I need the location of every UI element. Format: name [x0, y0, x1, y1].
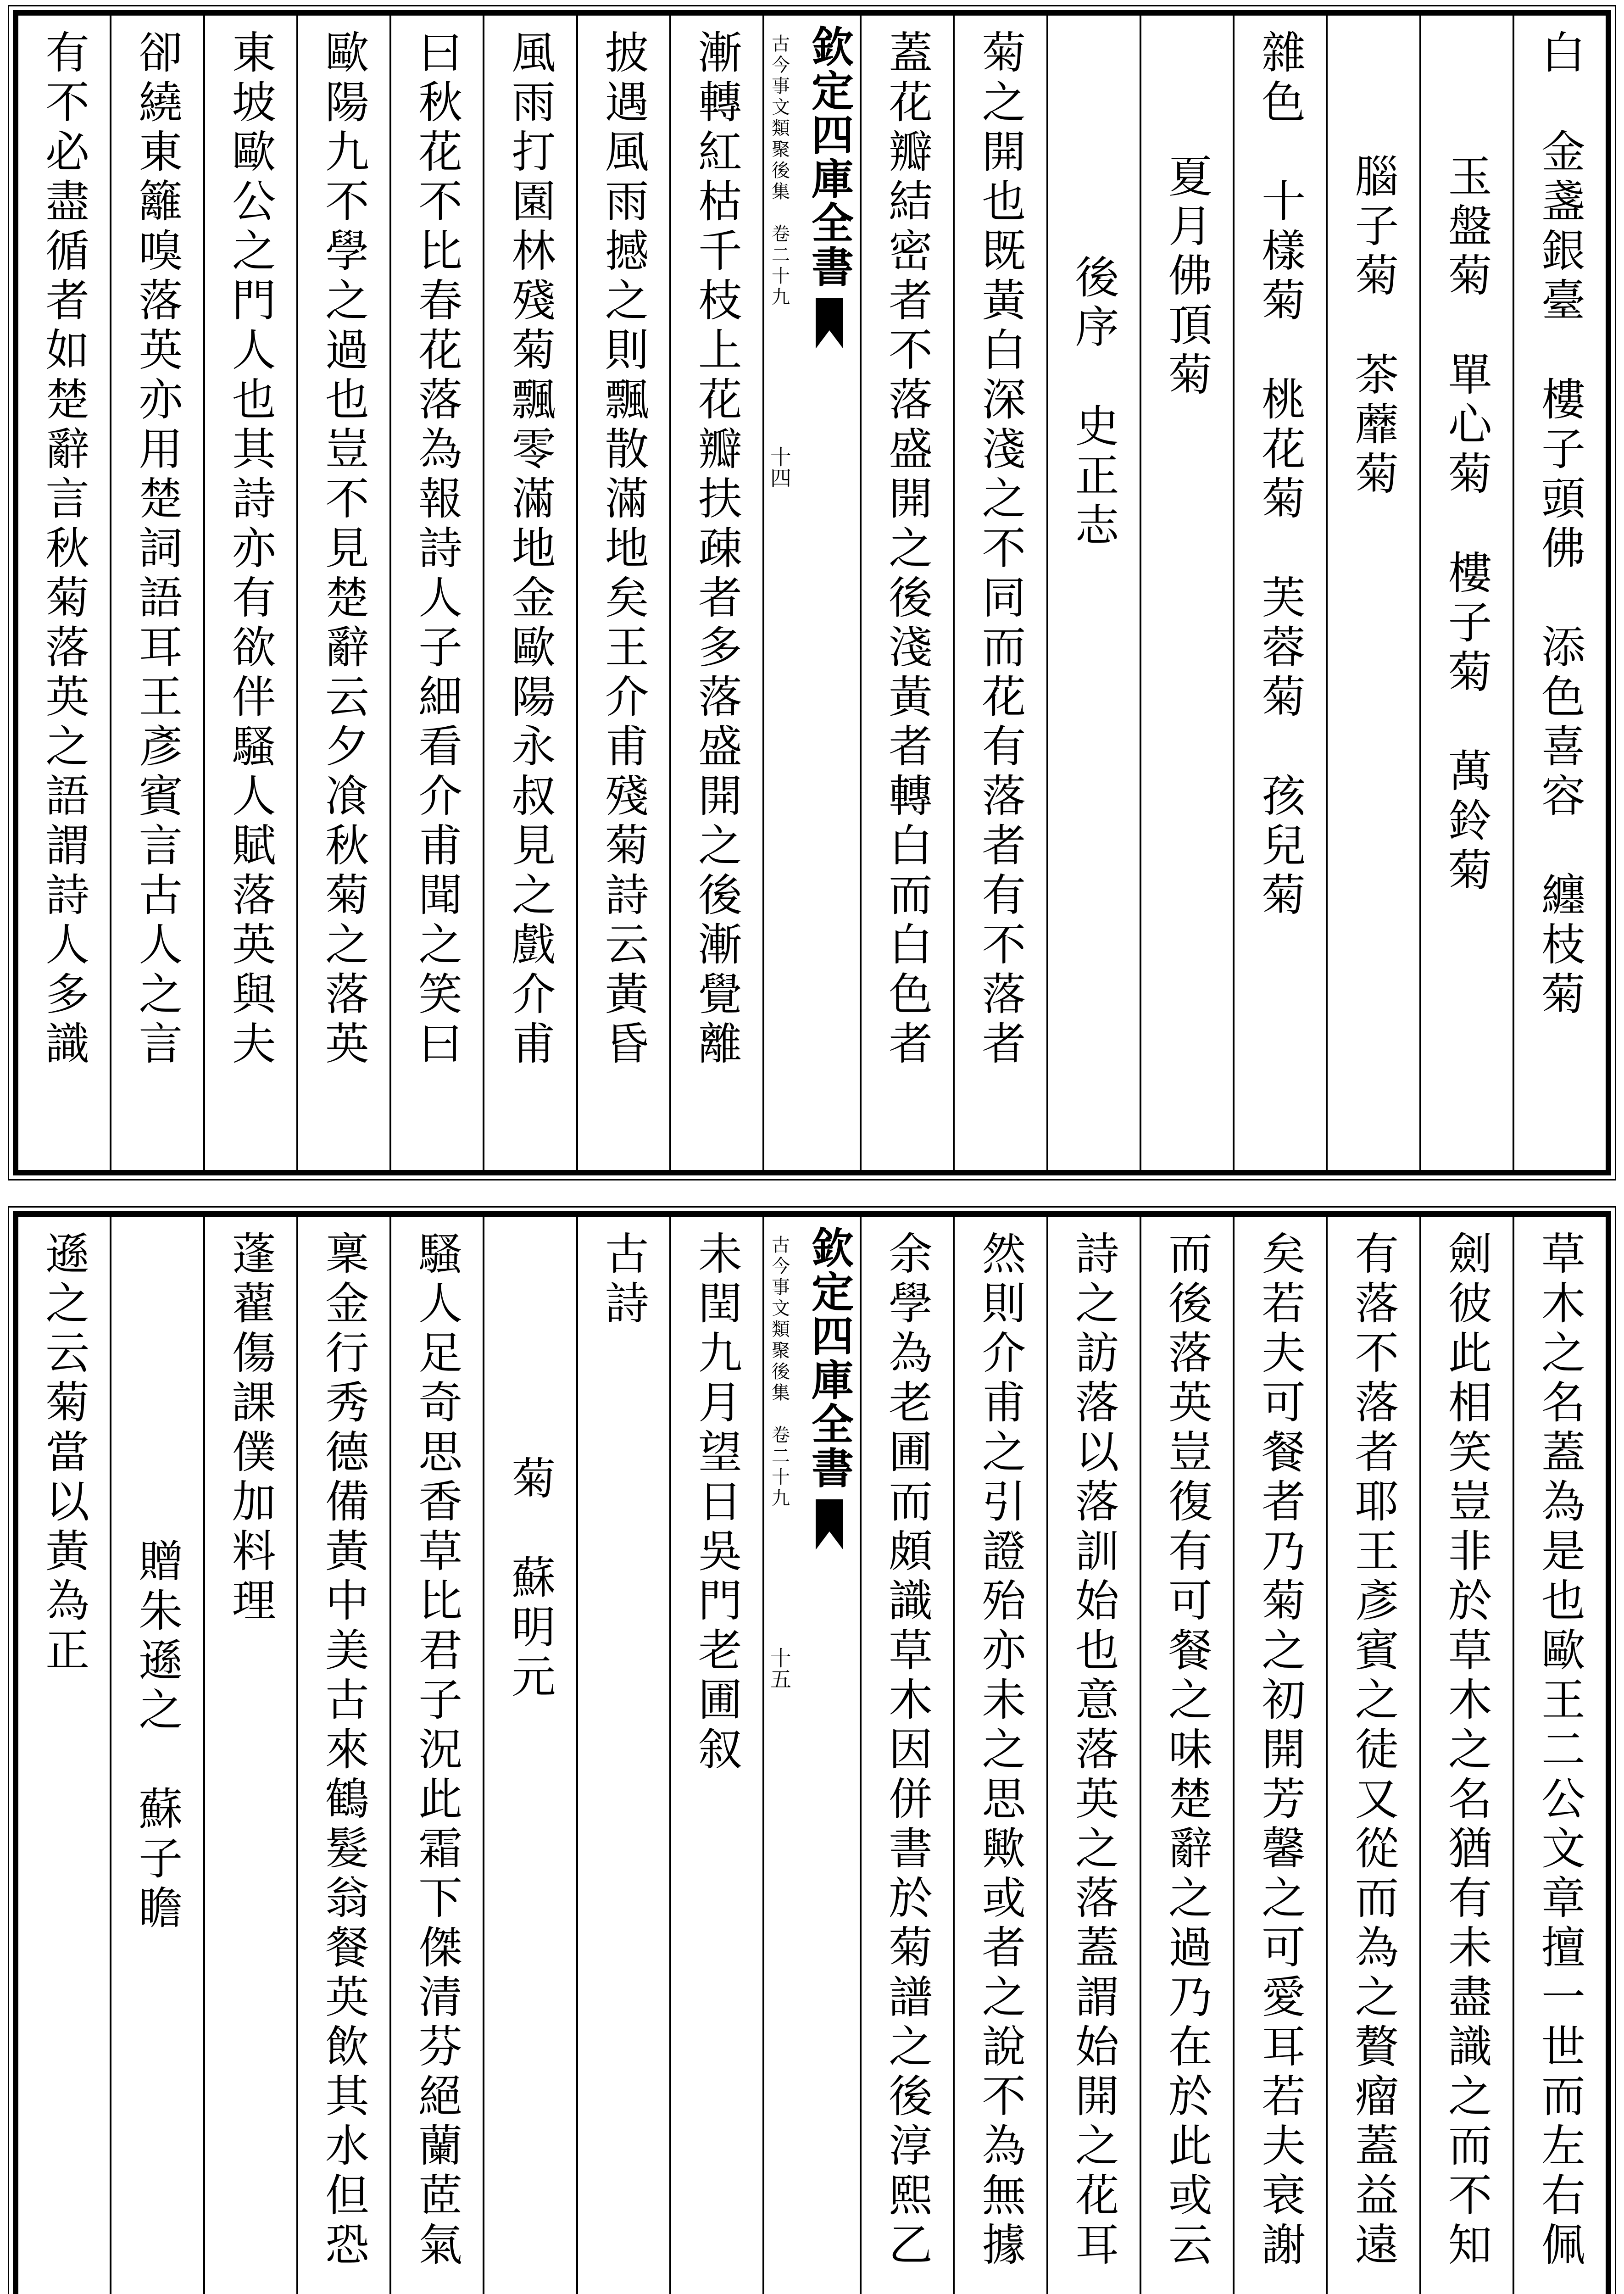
text-column [1046, 1217, 1140, 2294]
column-text: 未閏九月望日吳門老圃叙 [691, 1231, 743, 1776]
column-text: 菊之開也既黃白深淺之不同而花有落者有不落者 [974, 29, 1026, 1070]
column-text: 披遇風雨撼之則飄散滿地矣王介甫殘菊詩云黃昏 [598, 29, 650, 1070]
column-text: 然則介甫之引證殆亦未之思歟或者之說不為無據 [974, 1231, 1026, 2271]
banner-subtitle: 古今事文類聚後集 卷二十九 [768, 1235, 790, 1509]
text-column [1233, 1217, 1326, 2294]
text-column [389, 16, 483, 1170]
text-column [953, 16, 1046, 1170]
fish-tail-icon [816, 298, 843, 349]
text-column [296, 1217, 389, 2294]
text-column [1140, 16, 1233, 1170]
column-text: 曰秋花不比春花落為報詩人子細看介甫聞之笑曰 [411, 29, 463, 1070]
banner-page-number: 十四 [767, 446, 792, 488]
banner-title: 欽定四庫全書 [805, 1226, 854, 1490]
text-column [576, 1217, 669, 2294]
text-column [1326, 16, 1419, 1170]
column-text: 草木之名蓋為是也歐王二公文章擅一世而左右佩 [1534, 1231, 1586, 2271]
column-text: 雜色 十樣菊 桃花菊 芙蓉菊 孩兒菊 [1254, 29, 1306, 921]
text-column [18, 1217, 110, 2294]
text-column [953, 1217, 1046, 2294]
bottom-page [13, 1211, 1611, 2294]
text-column [860, 16, 953, 1170]
text-column [1326, 1217, 1419, 2294]
column-text: 騷人足奇思香草比君子況此霜下傑清芬絕蘭茝氣 [411, 1231, 463, 2271]
top-columns [18, 16, 1606, 1170]
column-text: 東坡歐公之門人也其詩亦有欲伴騷人賦落英與夫 [225, 29, 277, 1070]
fish-tail-icon [816, 1499, 843, 1550]
text-column [203, 1217, 296, 2294]
bottom-columns [18, 1217, 1606, 2294]
text-column [1513, 1217, 1606, 2294]
text-column [1513, 16, 1606, 1170]
column-text: 歐陽九不學之過也豈不見楚辭云夕飡秋菊之落英 [318, 29, 370, 1070]
center-banner [762, 16, 860, 1170]
text-column [669, 16, 762, 1170]
text-column [483, 16, 576, 1170]
column-text: 漸轉紅枯千枝上花瓣扶疎者多落盛開之後漸覺離 [691, 29, 743, 1070]
column-text: 詩之訪落以落訓始也意落英之落蓋謂始開之花耳 [1068, 1231, 1120, 2271]
column-text: 蓬藋傷課僕加料理 [225, 1231, 277, 1627]
top-page [13, 10, 1611, 1175]
banner-page-number: 十五 [767, 1647, 792, 1689]
column-text: 菊 蘇明元 [504, 1455, 556, 1703]
column-text: 贈朱遜之 蘇子瞻 [131, 1538, 183, 1934]
column-text: 夏月佛頂菊 [1161, 153, 1213, 401]
column-text: 有不必盡循者如楚辭言秋菊落英之語謂詩人多識 [38, 29, 90, 1070]
column-text: 古詩 [598, 1231, 650, 1330]
column-text: 卻繞東籬嗅落英亦用楚詞語耳王彥賓言古人之言 [131, 29, 183, 1070]
text-column [389, 1217, 483, 2294]
text-column [296, 16, 389, 1170]
text-column [18, 16, 110, 1170]
text-column [110, 1217, 203, 2294]
column-text: 風雨打園林殘菊飄零滿地金歐陽永叔見之戲介甫 [504, 29, 556, 1070]
text-column [669, 1217, 762, 2294]
column-text: 玉盤菊 單心菊 樓子菊 萬鈴菊 [1441, 153, 1493, 896]
text-column [110, 16, 203, 1170]
text-column [1140, 1217, 1233, 2294]
column-text: 有落不落者耶王彥賓之徒又從而為之贅瘤蓋益遠 [1347, 1231, 1399, 2271]
text-column [576, 16, 669, 1170]
column-text: 白 金盞銀臺 樓子頭佛 添色喜容 纏枝菊 [1534, 29, 1586, 1020]
column-text: 而後落英豈復有可餐之味楚辭之過乃在於此或云 [1161, 1231, 1213, 2271]
column-text: 腦子菊 茶蘼菊 [1347, 153, 1399, 500]
text-column [1419, 1217, 1513, 2294]
column-text: 後序 史正志 [1068, 254, 1120, 551]
text-column [1419, 16, 1513, 1170]
column-text: 矣若夫可餐者乃菊之初開芳馨之可愛耳若夫衰謝 [1254, 1231, 1306, 2271]
center-banner [762, 1217, 860, 2294]
column-text: 余學為老圃而頗識草木因併書於菊譜之後淳熙乙 [881, 1231, 933, 2271]
column-text: 遜之云菊當以黃為正 [38, 1231, 90, 1676]
column-text: 蓋花瓣結密者不落盛開之後淺黃者轉白而白色者 [881, 29, 933, 1070]
text-column [860, 1217, 953, 2294]
text-column [1046, 16, 1140, 1170]
text-column [203, 16, 296, 1170]
column-text: 劍彼此相笑豈非於草木之名猶有未盡識之而不知 [1441, 1231, 1493, 2271]
banner-subtitle: 古今事文類聚後集 卷二十九 [768, 34, 790, 308]
text-column [483, 1217, 576, 2294]
column-text: 稟金行秀德備黃中美古來鶴髮翁餐英飲其水但恐 [318, 1231, 370, 2271]
text-column [1233, 16, 1326, 1170]
banner-title: 欽定四庫全書 [805, 25, 854, 289]
